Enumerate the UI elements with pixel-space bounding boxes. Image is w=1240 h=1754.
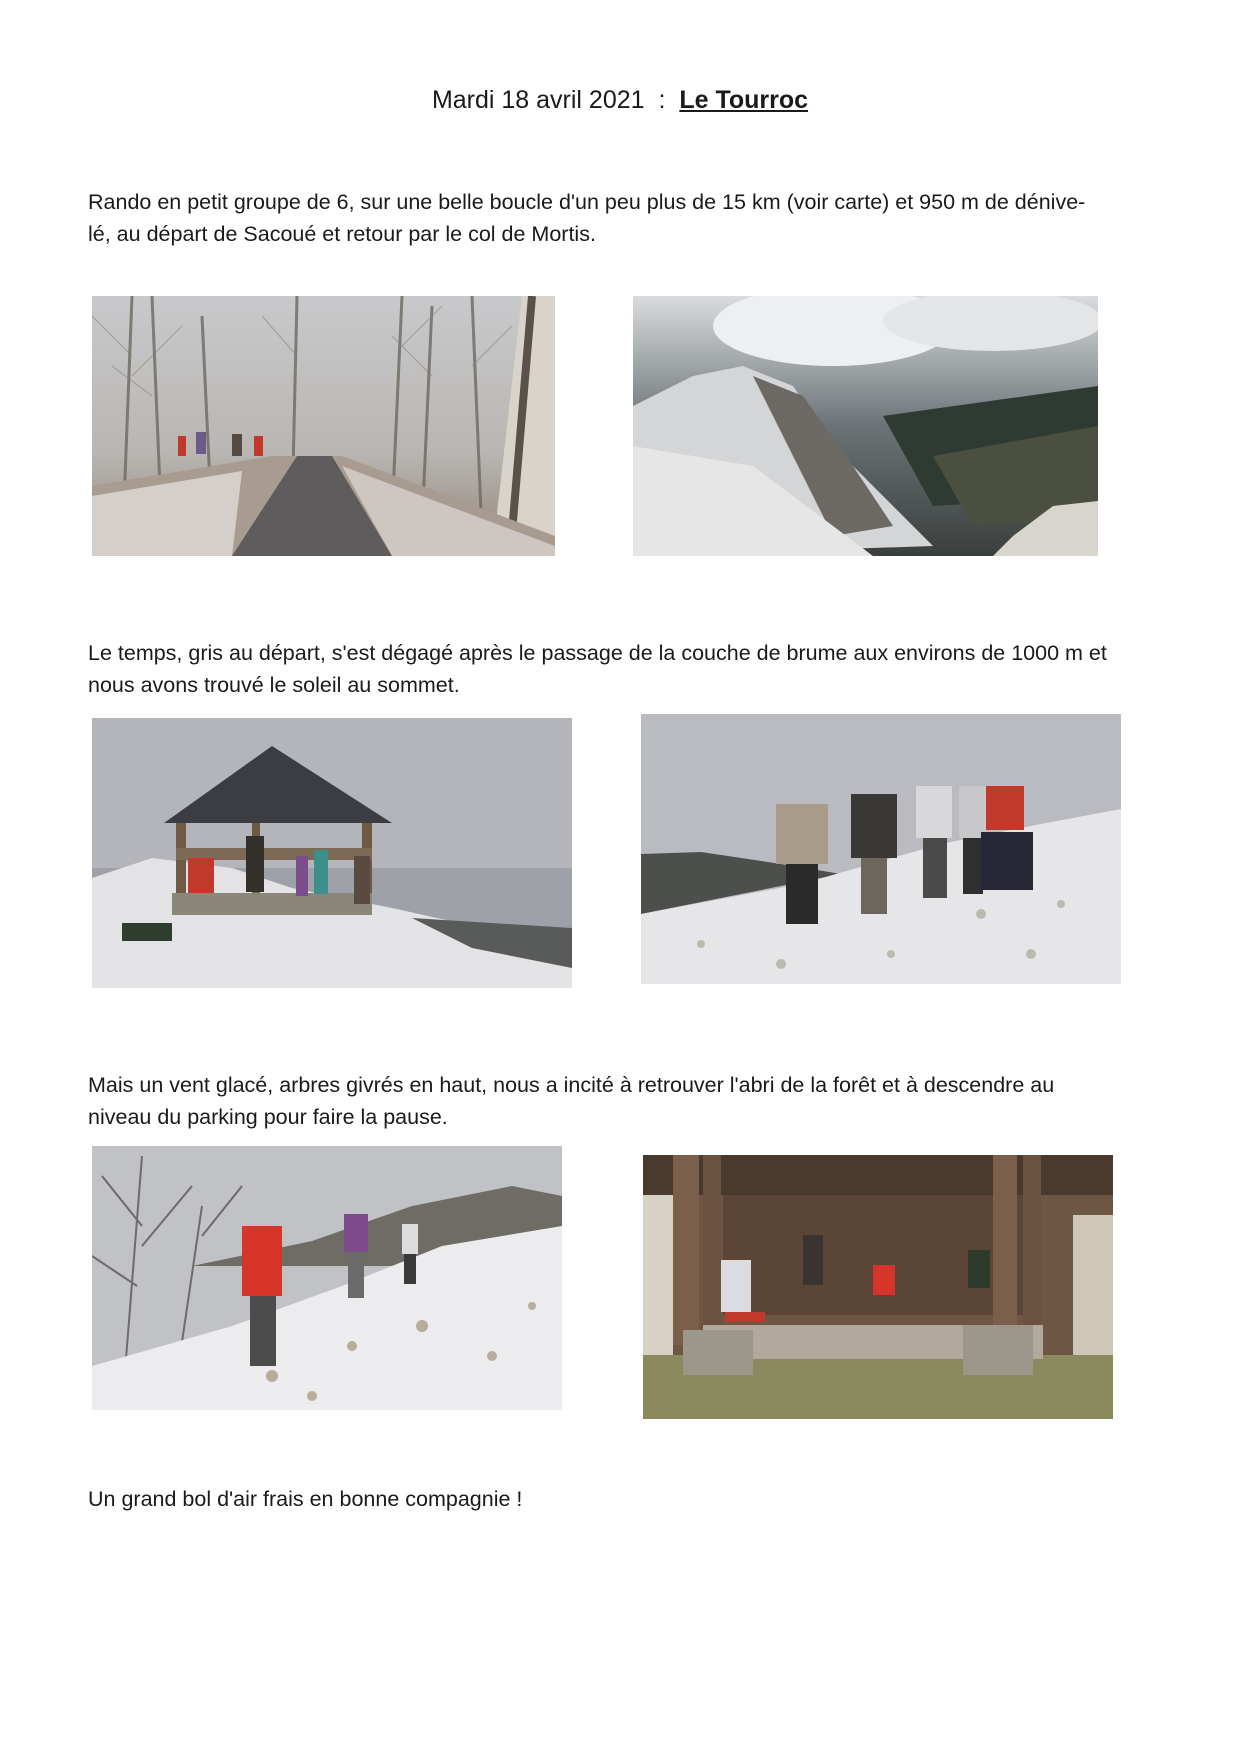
closing-paragraph bbox=[88, 1483, 1168, 1515]
photo-group-snowy-slope bbox=[641, 714, 1121, 984]
intro-line-1: Rando en petit groupe de 6, sur une belle boucle d'un peu plus de 15 km (voir carte) et 950 m de dénive- bbox=[88, 190, 1086, 214]
photo-shelter-kiosk bbox=[92, 718, 572, 988]
photo-foggy-forest-road bbox=[92, 296, 555, 556]
photo-hikers-descending bbox=[92, 1146, 562, 1410]
title-separator: : bbox=[658, 86, 666, 114]
weather-paragraph bbox=[88, 637, 1168, 701]
intro-paragraph bbox=[88, 186, 1168, 250]
photo-picnic-shelter bbox=[643, 1155, 1113, 1419]
wind-line-2: niveau du parking pour faire la pause. bbox=[88, 1105, 448, 1129]
intro-line-2: lé, au départ de Sacoué et retour par le col de Mortis. bbox=[88, 222, 596, 246]
page-title bbox=[0, 84, 1240, 116]
weather-line-2: nous avons trouvé le soleil au sommet. bbox=[88, 673, 460, 697]
title-place: Le Tourroc bbox=[679, 86, 809, 114]
weather-line-1: Le temps, gris au départ, s'est dégagé après le passage de la couche de brume aux environs de 1000 m et bbox=[88, 641, 1107, 665]
title-date: Mardi 18 avril 2021 bbox=[431, 86, 645, 114]
wind-paragraph bbox=[88, 1069, 1168, 1133]
closing-line: Un grand bol d'air frais en bonne compagnie ! bbox=[88, 1487, 523, 1511]
wind-line-1: Mais un vent glacé, arbres givrés en haut, nous a incité à retrouver l'abri de la forêt et à descendre au bbox=[88, 1073, 1055, 1097]
photo-snowy-ridge-clouds bbox=[633, 296, 1098, 556]
